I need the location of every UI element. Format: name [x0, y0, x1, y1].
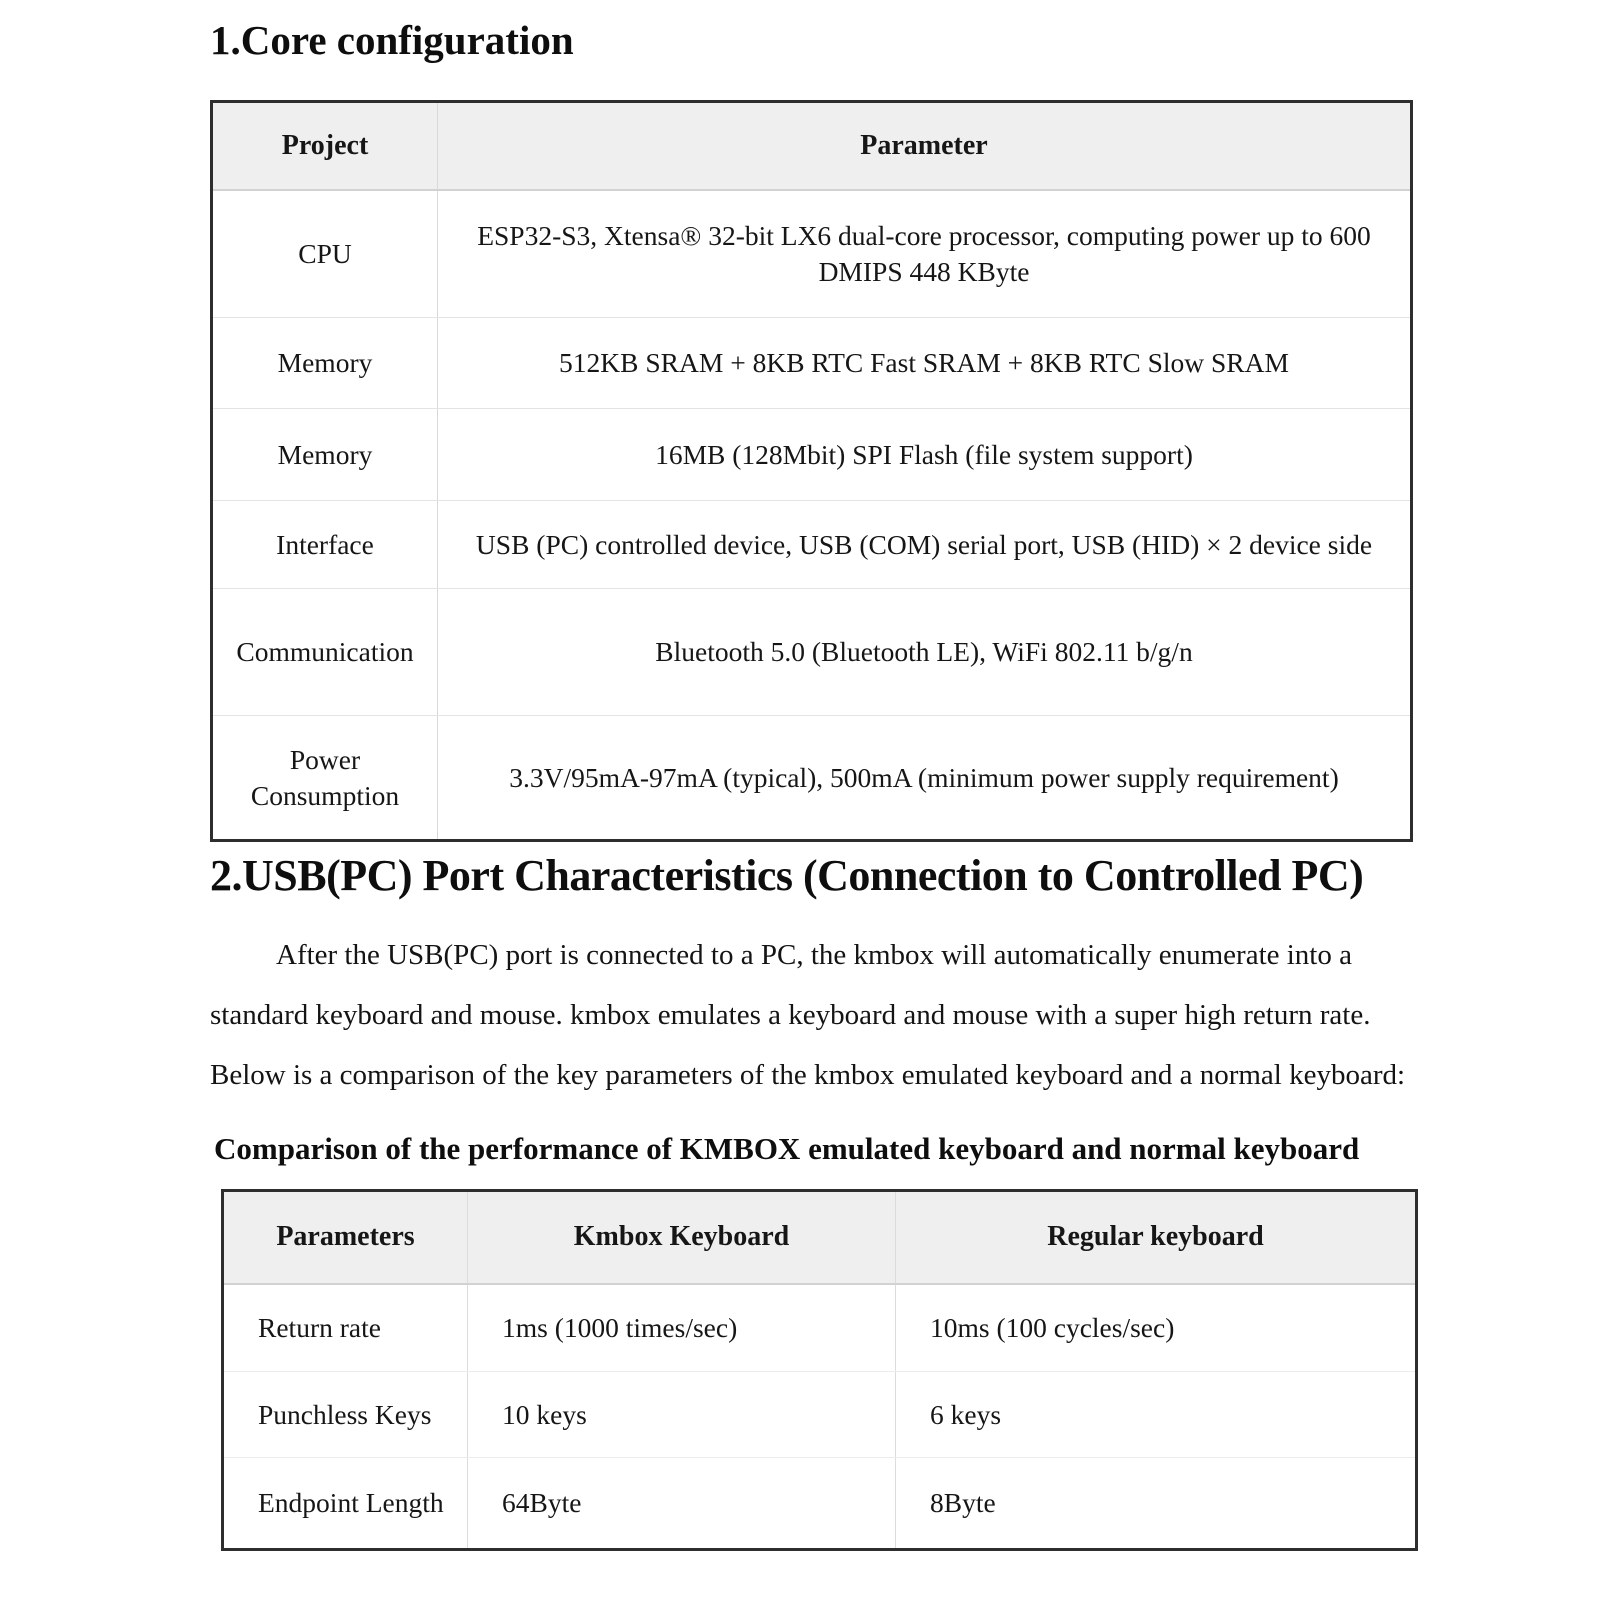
table-row	[223, 1458, 1417, 1550]
row-value-memory-flash: 16MB (128Mbit) SPI Flash (file system support)	[438, 409, 1412, 501]
row-label-interface: Interface	[212, 501, 438, 589]
table-header-row	[212, 102, 1412, 190]
table-row	[212, 501, 1412, 589]
section1-heading: 1.Core configuration	[210, 17, 574, 63]
row-label-punchless-keys: Punchless Keys	[223, 1372, 468, 1458]
table-row	[212, 589, 1412, 716]
section2-heading: 2.USB(PC) Port Characteristics (Connection to Controlled PC)	[210, 851, 1364, 900]
column-header-parameter: Parameter	[438, 102, 1412, 190]
section2-paragraph: After the USB(PC) port is connected to a PC, the kmbox will automatically enumerate into a standard keyboard and mouse. kmbox emulates a keyboard and mouse with a super high return rate. Below is a comparison of the key parameters of the kmbox emulated keyboard and a normal keyboard:	[210, 939, 1406, 1091]
row-regular-punchless-keys: 6 keys	[896, 1372, 1417, 1458]
comparison-table-caption: Comparison of the performance of KMBOX emulated keyboard and normal keyboard	[214, 1131, 1360, 1166]
table-row	[223, 1372, 1417, 1458]
row-value-memory-sram: 512KB SRAM + 8KB RTC Fast SRAM + 8KB RTC Slow SRAM	[438, 318, 1412, 409]
table-row	[212, 716, 1412, 841]
column-header-kmbox-keyboard: Kmbox Keyboard	[468, 1191, 896, 1284]
row-label-endpoint-length: Endpoint Length	[223, 1458, 468, 1550]
column-header-project: Project	[212, 102, 438, 190]
row-label-memory-sram: Memory	[212, 318, 438, 409]
row-label-cpu: CPU	[212, 190, 438, 318]
row-value-power-consumption: 3.3V/95mA-97mA (typical), 500mA (minimum power supply requirement)	[438, 716, 1412, 841]
row-regular-endpoint-length: 8Byte	[896, 1458, 1417, 1550]
row-label-memory-flash: Memory	[212, 409, 438, 501]
keyboard-comparison-table	[221, 1189, 1418, 1551]
table-row	[223, 1284, 1417, 1372]
table-row	[212, 318, 1412, 409]
row-label-communication: Communication	[212, 589, 438, 716]
row-label-power-consumption: Power Consumption	[212, 716, 438, 841]
row-kmbox-punchless-keys: 10 keys	[468, 1372, 896, 1458]
table-row	[212, 190, 1412, 318]
row-kmbox-endpoint-length: 64Byte	[468, 1458, 896, 1550]
table-row	[212, 409, 1412, 501]
column-header-parameters: Parameters	[223, 1191, 468, 1284]
column-header-regular-keyboard: Regular keyboard	[896, 1191, 1417, 1284]
row-value-interface: USB (PC) controlled device, USB (COM) serial port, USB (HID) × 2 device side	[438, 501, 1412, 589]
row-label-return-rate: Return rate	[223, 1284, 468, 1372]
row-value-cpu: ESP32-S3, Xtensa® 32-bit LX6 dual-core processor, computing power up to 600 DMIPS 448 KByte	[438, 190, 1412, 318]
row-kmbox-return-rate: 1ms (1000 times/sec)	[468, 1284, 896, 1372]
row-value-communication: Bluetooth 5.0 (Bluetooth LE), WiFi 802.11 b/g/n	[438, 589, 1412, 716]
core-configuration-table	[210, 100, 1413, 842]
table-header-row	[223, 1191, 1417, 1284]
row-regular-return-rate: 10ms (100 cycles/sec)	[896, 1284, 1417, 1372]
